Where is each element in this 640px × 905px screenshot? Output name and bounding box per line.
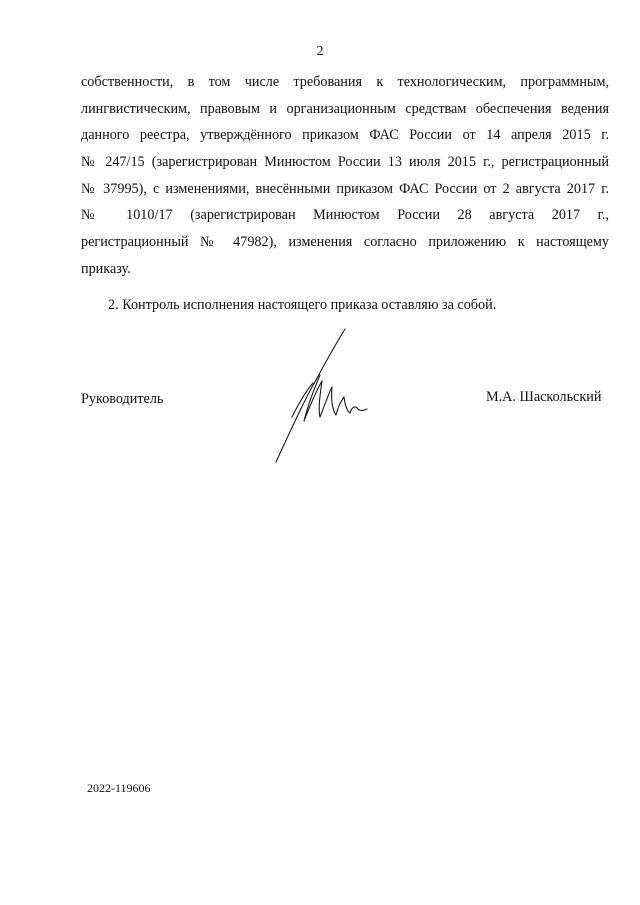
paragraph-line: № 1010/17 (зарегистрирован Минюстом России 28 августа 2017 г.,: [81, 207, 609, 223]
paragraph-line: данного реестра, утверждённого приказом ФАС России от 14 апреля 2015 г.: [81, 127, 609, 143]
paragraph-line: регистрационный № 47982), изменения согласно приложению к настоящему: [81, 234, 609, 250]
paragraph-line: лингвистическим, правовым и организационным средствам обеспечения ведения: [81, 101, 609, 117]
handwritten-signature: [268, 325, 378, 470]
signer-title: Руководитель: [81, 391, 164, 407]
paragraph-line: № 247/15 (зарегистрирован Минюстом России 13 июля 2015 г., регистрационный: [81, 154, 609, 170]
paragraph-line: собственности, в том числе требования к технологическим, программным,: [81, 74, 609, 90]
paragraph-line: приказу.: [81, 261, 131, 277]
document-registration-number: 2022-119606: [87, 781, 151, 795]
paragraph-2: 2. Контроль исполнения настоящего приказа оставляю за собой.: [108, 297, 497, 313]
paragraph-line: № 37995), с изменениями, внесёнными приказом ФАС России от 2 августа 2017 г.: [81, 181, 609, 197]
page-number: 2: [316, 44, 324, 59]
signer-name: М.А. Шаскольский: [486, 389, 602, 405]
